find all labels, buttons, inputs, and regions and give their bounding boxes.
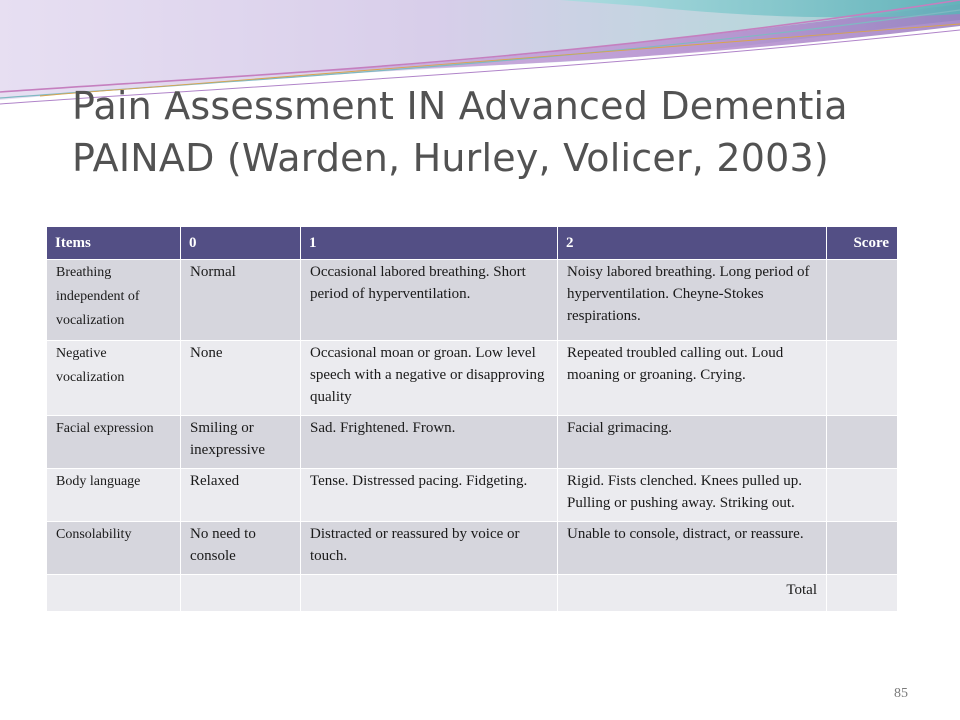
header-items: Items [47,227,181,260]
score-2-cell: Noisy labored breathing. Long period of hyperventilation. Cheyne-Stokes respirations. [558,260,827,341]
score-2-cell: Unable to console, distract, or reassure. [558,522,827,575]
score-cell [827,469,898,522]
score-1-cell: Occasional moan or groan. Low level speech with a negative or disapproving quality [301,341,558,416]
score-0-cell: Normal [181,260,301,341]
score-1-cell: Tense. Distressed pacing. Fidgeting. [301,469,558,522]
score-1-cell: Occasional labored breathing. Short period of hyperventilation. [301,260,558,341]
score-1-cell [301,575,558,612]
score-cell [827,522,898,575]
score-0-cell: No need to console [181,522,301,575]
score-cell [827,260,898,341]
header-2: 2 [558,227,827,260]
score-1-cell: Sad. Frightened. Frown. [301,416,558,469]
score-2-cell: Facial grimacing. [558,416,827,469]
table-row [47,341,898,416]
item-cell: Facial expression [47,416,181,469]
total-row [47,575,898,612]
header-0: 0 [181,227,301,260]
slide-title-line-1: Pain Assessment IN Advanced Dementia [72,84,848,128]
painad-table [46,226,898,612]
item-cell: Negative vocalization [47,341,181,416]
table-row [47,469,898,522]
score-0-cell: None [181,341,301,416]
header-1: 1 [301,227,558,260]
item-cell: Breathing independent of vocalization [47,260,181,341]
score-1-cell: Distracted or reassured by voice or touch. [301,522,558,575]
total-score-cell [827,575,898,612]
score-0-cell: Smiling or inexpressive [181,416,301,469]
total-label: Total [558,575,827,612]
slide-title [72,80,932,184]
score-2-cell: Rigid. Fists clenched. Knees pulled up. Pulling or pushing away. Striking out. [558,469,827,522]
table-row [47,416,898,469]
score-0-cell: Relaxed [181,469,301,522]
score-0-cell [181,575,301,612]
header-score: Score [827,227,898,260]
score-2-cell: Repeated troubled calling out. Loud moaning or groaning. Crying. [558,341,827,416]
item-cell: Consolability [47,522,181,575]
table-header-row [47,227,898,260]
table-row [47,522,898,575]
score-cell [827,416,898,469]
score-cell [827,341,898,416]
item-cell [47,575,181,612]
item-cell: Body language [47,469,181,522]
table-row [47,260,898,341]
page-number: 85 [894,686,908,701]
slide-title-line-2: PAINAD (Warden, Hurley, Volicer, 2003) [72,136,829,180]
